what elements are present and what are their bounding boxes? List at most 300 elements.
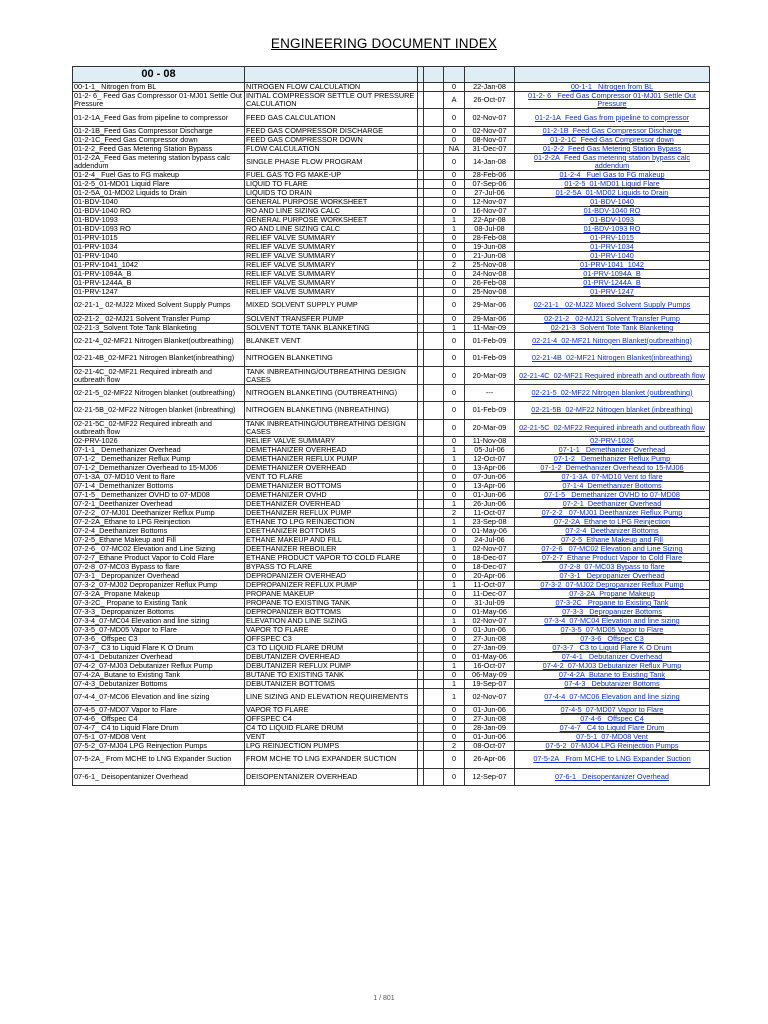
blank-cell bbox=[424, 270, 444, 279]
table-row bbox=[73, 92, 710, 109]
table-row bbox=[73, 553, 710, 562]
document-link[interactable]: 01-2- 6_ Feed Gas Compressor 01-MJ01 Settle Out Pressure bbox=[515, 92, 710, 109]
date-cell: 02-Nov-07 bbox=[465, 109, 515, 126]
revision-cell: 0 bbox=[444, 625, 465, 634]
description-cell: ETHANE MAKEUP AND FILL bbox=[245, 535, 418, 544]
document-number-cell: 01-2-1B_Feed Gas Compressor Discharge bbox=[73, 126, 245, 135]
description-cell: FEED GAS COMPRESSOR DOWN bbox=[245, 135, 418, 144]
description-cell: RELIEF VALVE SUMMARY bbox=[245, 261, 418, 270]
table-row bbox=[73, 499, 710, 508]
description-cell: PROPANE MAKEUP bbox=[245, 589, 418, 598]
document-number-cell: 07-5-2_07-MJ04 LPG Reinjection Pumps bbox=[73, 742, 245, 751]
table-row bbox=[73, 207, 710, 216]
blank-cell bbox=[424, 472, 444, 481]
document-link[interactable]: 07-2-6_ 07-MC02 Elevation and Line Sizing bbox=[515, 544, 710, 553]
description-cell: DEETHANIZER REBOILER bbox=[245, 544, 418, 553]
document-number-cell: 07-2-7_Ethane Product Vapor to Cold Flare bbox=[73, 553, 245, 562]
revision-cell: 0 bbox=[444, 607, 465, 616]
blank-cell bbox=[424, 616, 444, 625]
revision-cell: 1 bbox=[444, 323, 465, 332]
revision-cell: 0 bbox=[444, 562, 465, 571]
document-link[interactable]: 07-3-1_ Depropanizer Overhead bbox=[515, 571, 710, 580]
document-link[interactable]: 07-3-4_07-MC04 Elevation and line sizing bbox=[515, 616, 710, 625]
date-cell: 26-Apr-06 bbox=[465, 751, 515, 768]
date-cell: 07-Sep-06 bbox=[465, 180, 515, 189]
table-row bbox=[73, 768, 710, 785]
date-cell: 01-Feb-09 bbox=[465, 402, 515, 419]
document-link[interactable]: 07-4-1_ Debutanizer Overhead bbox=[515, 652, 710, 661]
blank-cell bbox=[424, 580, 444, 589]
document-link[interactable]: 01-PRV-1034 bbox=[515, 243, 710, 252]
description-cell: LPG REINJECTION PUMPS bbox=[245, 742, 418, 751]
date-cell: 08-Jul-08 bbox=[465, 225, 515, 234]
table-row bbox=[73, 751, 710, 768]
description-cell: NITROGEN BLANKETING (OUTBREATHING) bbox=[245, 384, 418, 401]
revision-cell: 0 bbox=[444, 109, 465, 126]
document-link[interactable]: 02-PRV-1026 bbox=[515, 436, 710, 445]
table-row bbox=[73, 715, 710, 724]
blank-cell bbox=[424, 652, 444, 661]
document-number-cell: 02-21-5_02-MF22 Nitrogen blanket (outbreathing) bbox=[73, 384, 245, 401]
description-cell: RO AND LINE SIZING CALC bbox=[245, 207, 418, 216]
document-link[interactable]: 07-1-1_ Demethanizer Overhead bbox=[515, 445, 710, 454]
blank-cell bbox=[424, 144, 444, 153]
table-row bbox=[73, 216, 710, 225]
document-number-cell: 07-5-1_07-MD08 Vent bbox=[73, 733, 245, 742]
document-link[interactable]: 07-3-5_07-MD05 Vapor to Flare bbox=[515, 625, 710, 634]
table-row bbox=[73, 706, 710, 715]
document-link[interactable]: 07-3-2C_ Propane to Existing Tank bbox=[515, 598, 710, 607]
table-row bbox=[73, 367, 710, 384]
document-link[interactable]: 01-PRV-1040 bbox=[515, 252, 710, 261]
blank-cell bbox=[424, 481, 444, 490]
date-cell: 01-May-06 bbox=[465, 526, 515, 535]
document-link[interactable]: 07-4-2A_Butane to Existing Tank bbox=[515, 670, 710, 679]
revision-cell: 0 bbox=[444, 589, 465, 598]
document-link[interactable]: 07-4-6_ Offspec C4 bbox=[515, 715, 710, 724]
document-number-cell: 01-2-4_ Fuel Gas to FG makeup bbox=[73, 171, 245, 180]
document-link[interactable]: 07-1-2_Demethanizer Overhead to 15-MJ06 bbox=[515, 463, 710, 472]
document-link[interactable]: 07-6-1_ Deisopentanizer Overhead bbox=[515, 768, 710, 785]
document-number-cell: 07-4-1_Debutanizer Overhead bbox=[73, 652, 245, 661]
document-number-cell: 07-2-2A_Ethane to LPG Reinjection bbox=[73, 517, 245, 526]
description-cell: BYPASS TO FLARE bbox=[245, 562, 418, 571]
description-cell: INITIAL COMPRESSOR SETTLE OUT PRESSURE CALCULATION bbox=[245, 92, 418, 109]
date-cell: 11-Dec-07 bbox=[465, 589, 515, 598]
document-number-cell: 07-2-8_07-MC03 Bypass to flare bbox=[73, 562, 245, 571]
revision-cell: 0 bbox=[444, 526, 465, 535]
document-number-cell: 02-21-5B_02-MF22 Nitrogen blanket (inbreathing) bbox=[73, 402, 245, 419]
date-cell: 13-Apr-06 bbox=[465, 481, 515, 490]
document-link[interactable]: 02-21-1_ 02-MJ22 Mixed Solvent Supply Pumps bbox=[515, 297, 710, 314]
document-link[interactable]: 07-4-7_ C4 to Liquid Flare Drum bbox=[515, 724, 710, 733]
document-link[interactable]: 07-4-4_07-MC06 Elevation and line sizing bbox=[515, 688, 710, 705]
document-title: ENGINEERING DOCUMENT INDEX bbox=[270, 36, 498, 51]
description-cell: FEED GAS CALCULATION bbox=[245, 109, 418, 126]
document-number-cell: 07-4-6_ Offspec C4 bbox=[73, 715, 245, 724]
document-link[interactable]: 02-21-4C_02-MF21 Required inbreath and outbreath flow bbox=[515, 367, 710, 384]
document-link[interactable]: 07-4-2_07-MJ03 Debutanizer Reflux Pump bbox=[515, 661, 710, 670]
blank-cell bbox=[424, 109, 444, 126]
document-link[interactable]: 01-PRV-1094A_B bbox=[515, 270, 710, 279]
description-cell: RELIEF VALVE SUMMARY bbox=[245, 436, 418, 445]
revision-cell: 0 bbox=[444, 463, 465, 472]
document-number-cell: 07-3-2C_ Propane to Existing Tank bbox=[73, 598, 245, 607]
document-link[interactable]: 01-2-1A_Feed Gas from pipeline to compressor bbox=[515, 109, 710, 126]
revision-cell: 0 bbox=[444, 332, 465, 349]
table-row bbox=[73, 171, 710, 180]
document-number-cell: 01-2-2_Feed Gas Metering Station Bypass bbox=[73, 144, 245, 153]
description-cell: RELIEF VALVE SUMMARY bbox=[245, 288, 418, 297]
document-number-cell: 07-1-2_Demethanizer Overhead to 15-MJ06 bbox=[73, 463, 245, 472]
table-row bbox=[73, 679, 710, 688]
date-cell: 11-Oct-07 bbox=[465, 508, 515, 517]
blank-cell bbox=[424, 706, 444, 715]
revision-cell: 0 bbox=[444, 349, 465, 366]
description-cell: RELIEF VALVE SUMMARY bbox=[245, 279, 418, 288]
blank-cell bbox=[424, 526, 444, 535]
table-row bbox=[73, 517, 710, 526]
description-cell: MIXED SOLVENT SUPPLY PUMP bbox=[245, 297, 418, 314]
document-index-table bbox=[72, 66, 710, 786]
table-row bbox=[73, 234, 710, 243]
revision-cell: 0 bbox=[444, 171, 465, 180]
document-link[interactable]: 01-2-4_ Fuel Gas to FG makeup bbox=[515, 171, 710, 180]
blank-cell bbox=[424, 83, 444, 92]
blank-cell bbox=[424, 715, 444, 724]
document-number-cell: 01-BDV-1093 RO bbox=[73, 225, 245, 234]
revision-cell: 1 bbox=[444, 580, 465, 589]
document-link[interactable]: 02-21-5C_02-MF22 Required inbreath and outbreath flow bbox=[515, 419, 710, 436]
document-link[interactable]: 07-3-7_ C3 to Liquid Flare K O Drum bbox=[515, 643, 710, 652]
document-link[interactable]: 01-PRV-1244A_B bbox=[515, 279, 710, 288]
description-cell: DEETHANIZER BOTTOMS bbox=[245, 526, 418, 535]
date-cell: 20-Apr-06 bbox=[465, 571, 515, 580]
revision-cell: 0 bbox=[444, 706, 465, 715]
blank-cell bbox=[424, 198, 444, 207]
document-number-cell: 07-2-2_ 07-MJ01 Deethanizer Reflux Pump bbox=[73, 508, 245, 517]
date-cell: 22-Apr-08 bbox=[465, 216, 515, 225]
document-link[interactable]: 07-3-2_07-MJ02 Depropanizer Reflux Pump bbox=[515, 580, 710, 589]
document-link[interactable]: 07-2-8_07-MC03 Bypass to flare bbox=[515, 562, 710, 571]
blank-cell bbox=[424, 207, 444, 216]
description-cell: OFFSPEC C3 bbox=[245, 634, 418, 643]
date-cell: 22-Jan-08 bbox=[465, 83, 515, 92]
date-cell: 31-Dec-07 bbox=[465, 144, 515, 153]
date-cell: 11-Nov-08 bbox=[465, 436, 515, 445]
document-number-cell: 02-21-4B_02-MF21 Nitrogen Blanket(inbreathing) bbox=[73, 349, 245, 366]
document-link[interactable]: 02-21-5_02-MF22 Nitrogen blanket (outbreathing) bbox=[515, 384, 710, 401]
document-link[interactable]: 07-2-2A_Ethane to LPG Reinjection bbox=[515, 517, 710, 526]
document-link[interactable]: 07-1-5_ Demethanizer OVHD to 07-MD08 bbox=[515, 490, 710, 499]
table-row bbox=[73, 279, 710, 288]
table-row bbox=[73, 472, 710, 481]
description-cell: BLANKET VENT bbox=[245, 332, 418, 349]
description-cell: RELIEF VALVE SUMMARY bbox=[245, 252, 418, 261]
description-cell: BUTANE TO EXISTING TANK bbox=[245, 670, 418, 679]
document-link[interactable]: 07-1-3A_07-MD10 Vent to flare bbox=[515, 472, 710, 481]
date-cell: 27-Jan-09 bbox=[465, 643, 515, 652]
date-cell: 06-May-09 bbox=[465, 670, 515, 679]
revision-cell: 0 bbox=[444, 252, 465, 261]
table-row bbox=[73, 135, 710, 144]
document-link[interactable]: 01-BDV-1040 RO bbox=[515, 207, 710, 216]
blank-cell bbox=[424, 332, 444, 349]
table-row bbox=[73, 288, 710, 297]
description-cell: DEBUTANIZER OVERHEAD bbox=[245, 652, 418, 661]
document-link[interactable]: 07-1-2_ Demethanizer Reflux Pump bbox=[515, 454, 710, 463]
revision-cell: 0 bbox=[444, 198, 465, 207]
blank-cell bbox=[424, 402, 444, 419]
date-cell: 25-Nov-08 bbox=[465, 288, 515, 297]
revision-cell: 0 bbox=[444, 367, 465, 384]
document-number-cell: 02-21-5C_02-MF22 Required inbreath and outbreath flow bbox=[73, 419, 245, 436]
document-link[interactable]: 01-PRV-1015 bbox=[515, 234, 710, 243]
blank-cell bbox=[424, 463, 444, 472]
table-row bbox=[73, 544, 710, 553]
description-cell: OFFSPEC C4 bbox=[245, 715, 418, 724]
document-link[interactable]: 00-1-1_ Nitrogen from BL bbox=[515, 83, 710, 92]
table-row bbox=[73, 402, 710, 419]
table-row bbox=[73, 742, 710, 751]
revision-cell: 2 bbox=[444, 508, 465, 517]
table-row bbox=[73, 463, 710, 472]
document-link[interactable]: 07-1-4_Demethanizer Bottoms bbox=[515, 481, 710, 490]
blank-cell bbox=[424, 688, 444, 705]
document-number-cell: 07-4-2A_Butane to Existing Tank bbox=[73, 670, 245, 679]
table-row bbox=[73, 384, 710, 401]
blank-cell bbox=[424, 279, 444, 288]
document-number-cell: 01-2-5_01-MD01 Liquid Flare bbox=[73, 180, 245, 189]
document-number-cell: 00-1-1_ Nitrogen from BL bbox=[73, 83, 245, 92]
date-cell: 16-Nov-07 bbox=[465, 207, 515, 216]
blank-cell bbox=[424, 225, 444, 234]
document-link[interactable]: 01-BDV-1093 RO bbox=[515, 225, 710, 234]
revision-cell: 0 bbox=[444, 535, 465, 544]
date-cell: 31-Jul-09 bbox=[465, 598, 515, 607]
blank-cell bbox=[424, 153, 444, 170]
date-cell: 01-Jun-06 bbox=[465, 625, 515, 634]
description-cell: NITROGEN FLOW CALCULATION bbox=[245, 83, 418, 92]
blank-cell bbox=[424, 419, 444, 436]
blank-cell bbox=[424, 234, 444, 243]
revision-cell: 0 bbox=[444, 126, 465, 135]
revision-cell: 0 bbox=[444, 634, 465, 643]
table-row bbox=[73, 83, 710, 92]
document-number-cell: 07-3-5_07-MD05 Vapor to Flare bbox=[73, 625, 245, 634]
date-cell: 01-Jun-06 bbox=[465, 733, 515, 742]
table-row bbox=[73, 526, 710, 535]
blank-cell bbox=[424, 607, 444, 616]
document-link[interactable]: 07-3-2A_Propane Makeup bbox=[515, 589, 710, 598]
description-cell: VAPOR TO FLARE bbox=[245, 625, 418, 634]
document-link[interactable]: 02-21-4B_02-MF21 Nitrogen Blanket(inbreathing) bbox=[515, 349, 710, 366]
table-row bbox=[73, 571, 710, 580]
document-link[interactable]: 07-2-5_Ethane Makeup and Fill bbox=[515, 535, 710, 544]
date-cell: 20-Mar-09 bbox=[465, 367, 515, 384]
description-cell: RO AND LINE SIZING CALC bbox=[245, 225, 418, 234]
header-cell bbox=[245, 67, 418, 83]
table-row bbox=[73, 144, 710, 153]
revision-cell: 1 bbox=[444, 661, 465, 670]
document-number-cell: 01-BDV-1093 bbox=[73, 216, 245, 225]
date-cell: 05-Jul-06 bbox=[465, 445, 515, 454]
description-cell: DEMETHANIZER OVERHEAD bbox=[245, 463, 418, 472]
revision-cell: 0 bbox=[444, 436, 465, 445]
description-cell: RELIEF VALVE SUMMARY bbox=[245, 234, 418, 243]
blank-cell bbox=[424, 92, 444, 109]
header-cell bbox=[465, 67, 515, 83]
document-link[interactable]: 01-2-5A_01-MD02 Liquids to Drain bbox=[515, 189, 710, 198]
revision-cell: 1 bbox=[444, 679, 465, 688]
description-cell: LINE SIZING AND ELEVATION REQUIREMENTS bbox=[245, 688, 418, 705]
document-link[interactable]: 07-2-2_ 07-MJ01 Deethanizer Reflux Pump bbox=[515, 508, 710, 517]
document-number-cell: 07-3-2_07-MJ02 Depropanizer Reflux Pump bbox=[73, 580, 245, 589]
description-cell: GENERAL PURPOSE WORKSHEET bbox=[245, 198, 418, 207]
document-number-cell: 01-PRV-1040 bbox=[73, 252, 245, 261]
document-link[interactable]: 01-2-1C_Feed Gas Compressor down bbox=[515, 135, 710, 144]
table-row bbox=[73, 490, 710, 499]
blank-cell bbox=[424, 508, 444, 517]
table-row bbox=[73, 126, 710, 135]
table-row bbox=[73, 670, 710, 679]
index-table-body bbox=[73, 67, 710, 786]
date-cell: 14-Jan-08 bbox=[465, 153, 515, 170]
description-cell: RELIEF VALVE SUMMARY bbox=[245, 243, 418, 252]
document-number-cell: 07-4-7_ C4 to Liquid Flare Drum bbox=[73, 724, 245, 733]
table-row bbox=[73, 180, 710, 189]
revision-cell: 1 bbox=[444, 225, 465, 234]
section-heading: 00 - 08 bbox=[73, 67, 245, 83]
blank-cell bbox=[424, 189, 444, 198]
blank-cell bbox=[424, 643, 444, 652]
document-link[interactable]: 07-2-4_Deethanizer Bottoms bbox=[515, 526, 710, 535]
document-link[interactable]: 02-21-5B_02-MF22 Nitrogen blanket (inbreathing) bbox=[515, 402, 710, 419]
document-link[interactable]: 07-4-5_07-MD07 Vapor to Flare bbox=[515, 706, 710, 715]
document-link[interactable]: 02-21-2_ 02-MJ21 Solvent Transfer Pump bbox=[515, 314, 710, 323]
document-number-cell: 07-2-6_ 07-MC02 Elevation and Line Sizing bbox=[73, 544, 245, 553]
date-cell: 12-Sep-07 bbox=[465, 768, 515, 785]
date-cell: 29-Mar-06 bbox=[465, 314, 515, 323]
date-cell: 11-Oct-07 bbox=[465, 580, 515, 589]
revision-cell: 0 bbox=[444, 180, 465, 189]
revision-cell: 0 bbox=[444, 189, 465, 198]
revision-cell: 0 bbox=[444, 384, 465, 401]
blank-cell bbox=[424, 261, 444, 270]
document-number-cell: 02-21-4_02-MF21 Nitrogen Blanket(outbreathing) bbox=[73, 332, 245, 349]
document-link[interactable]: 01-2-5_01-MD01 Liquid Flare bbox=[515, 180, 710, 189]
table-row bbox=[73, 454, 710, 463]
revision-cell: 1 bbox=[444, 517, 465, 526]
document-number-cell: 02-PRV-1026 bbox=[73, 436, 245, 445]
description-cell: FROM MCHE TO LNG EXPANDER SUCTION bbox=[245, 751, 418, 768]
table-row bbox=[73, 270, 710, 279]
document-link[interactable]: 07-3-6_ Offspec C3 bbox=[515, 634, 710, 643]
document-link[interactable]: 07-4-3_ Debutanizer Bottoms bbox=[515, 679, 710, 688]
date-cell: 02-Nov-07 bbox=[465, 126, 515, 135]
blank-cell bbox=[424, 436, 444, 445]
section-header-row bbox=[73, 67, 710, 83]
document-number-cell: 01-2-1A_Feed Gas from pipeline to compressor bbox=[73, 109, 245, 126]
revision-cell: 0 bbox=[444, 751, 465, 768]
description-cell: GENERAL PURPOSE WORKSHEET bbox=[245, 216, 418, 225]
table-row bbox=[73, 481, 710, 490]
blank-cell bbox=[424, 126, 444, 135]
document-link[interactable]: 02-21-3_Solvent Tote Tank Blanketing bbox=[515, 323, 710, 332]
date-cell: 19-Sep-07 bbox=[465, 679, 515, 688]
blank-cell bbox=[424, 571, 444, 580]
description-cell: DEETHANIZER OVERHEAD bbox=[245, 499, 418, 508]
blank-cell bbox=[424, 679, 444, 688]
document-link[interactable]: 01-PRV-1041_1042 bbox=[515, 261, 710, 270]
document-link[interactable]: 01-2-2_Feed Gas Metering Station Bypass bbox=[515, 144, 710, 153]
document-link[interactable]: 07-5-1_07-MD08 Vent bbox=[515, 733, 710, 742]
document-link[interactable]: 01-BDV-1040 bbox=[515, 198, 710, 207]
document-link[interactable]: 01-2-2A_Feed Gas metering station bypass calc addendum bbox=[515, 153, 710, 170]
blank-cell bbox=[424, 724, 444, 733]
blank-cell bbox=[424, 314, 444, 323]
table-row bbox=[73, 652, 710, 661]
date-cell: 28-Feb-06 bbox=[465, 171, 515, 180]
document-number-cell: 07-6-1_ Deisopentanizer Overhead bbox=[73, 768, 245, 785]
document-number-cell: 07-3-3_ Depropanizer Bottoms bbox=[73, 607, 245, 616]
document-link[interactable]: 07-2-7_Ethane Product Vapor to Cold Flare bbox=[515, 553, 710, 562]
table-row bbox=[73, 607, 710, 616]
revision-cell: 0 bbox=[444, 643, 465, 652]
revision-cell: 0 bbox=[444, 314, 465, 323]
table-row bbox=[73, 252, 710, 261]
description-cell: FLOW CALCULATION bbox=[245, 144, 418, 153]
date-cell: 01-May-06 bbox=[465, 652, 515, 661]
date-cell: 12-Oct-07 bbox=[465, 454, 515, 463]
table-row bbox=[73, 261, 710, 270]
document-link[interactable]: 07-3-3_ Depropanizer Bottoms bbox=[515, 607, 710, 616]
document-number-cell: 07-1-2_ Demethanizer Reflux Pump bbox=[73, 454, 245, 463]
revision-cell: 0 bbox=[444, 715, 465, 724]
document-number-cell: 01-BDV-1040 RO bbox=[73, 207, 245, 216]
document-link[interactable]: 07-2-1_Deethanizer Overhead bbox=[515, 499, 710, 508]
description-cell: DEBUTANIZER BOTTOMS bbox=[245, 679, 418, 688]
document-link[interactable]: 01-2-1B_Feed Gas Compressor Discharge bbox=[515, 126, 710, 135]
revision-cell: 0 bbox=[444, 652, 465, 661]
document-number-cell: 01-PRV-1247 bbox=[73, 288, 245, 297]
date-cell: 11-Mar-09 bbox=[465, 323, 515, 332]
table-row bbox=[73, 314, 710, 323]
description-cell: ETHANE TO LPG REINJECTION bbox=[245, 517, 418, 526]
date-cell: 24-Jul-06 bbox=[465, 535, 515, 544]
blank-cell bbox=[424, 742, 444, 751]
revision-cell: 0 bbox=[444, 598, 465, 607]
description-cell: FEED GAS COMPRESSOR DISCHARGE bbox=[245, 126, 418, 135]
document-number-cell: 07-1-1_ Demethanizer Overhead bbox=[73, 445, 245, 454]
description-cell: PROPANE TO EXISTING TANK bbox=[245, 598, 418, 607]
revision-cell: 2 bbox=[444, 742, 465, 751]
document-link[interactable]: 01-PRV-1247 bbox=[515, 288, 710, 297]
description-cell: C4 TO LIQUID FLARE DRUM bbox=[245, 724, 418, 733]
document-link[interactable]: 02-21-4_02-MF21 Nitrogen Blanket(outbreathing) bbox=[515, 332, 710, 349]
blank-cell bbox=[424, 297, 444, 314]
date-cell: 12-Nov-07 bbox=[465, 198, 515, 207]
document-link[interactable]: 07-5-2_07-MJ04 LPG Reinjection Pumps bbox=[515, 742, 710, 751]
table-row bbox=[73, 243, 710, 252]
document-link[interactable]: 01-BDV-1093 bbox=[515, 216, 710, 225]
revision-cell: 0 bbox=[444, 270, 465, 279]
document-link[interactable]: 07-5-2A_ From MCHE to LNG Expander Suction bbox=[515, 751, 710, 768]
document-number-cell: 07-1-4_Demethanizer Bottoms bbox=[73, 481, 245, 490]
date-cell: 24-Nov-08 bbox=[465, 270, 515, 279]
revision-cell: 0 bbox=[444, 490, 465, 499]
revision-cell: 0 bbox=[444, 288, 465, 297]
